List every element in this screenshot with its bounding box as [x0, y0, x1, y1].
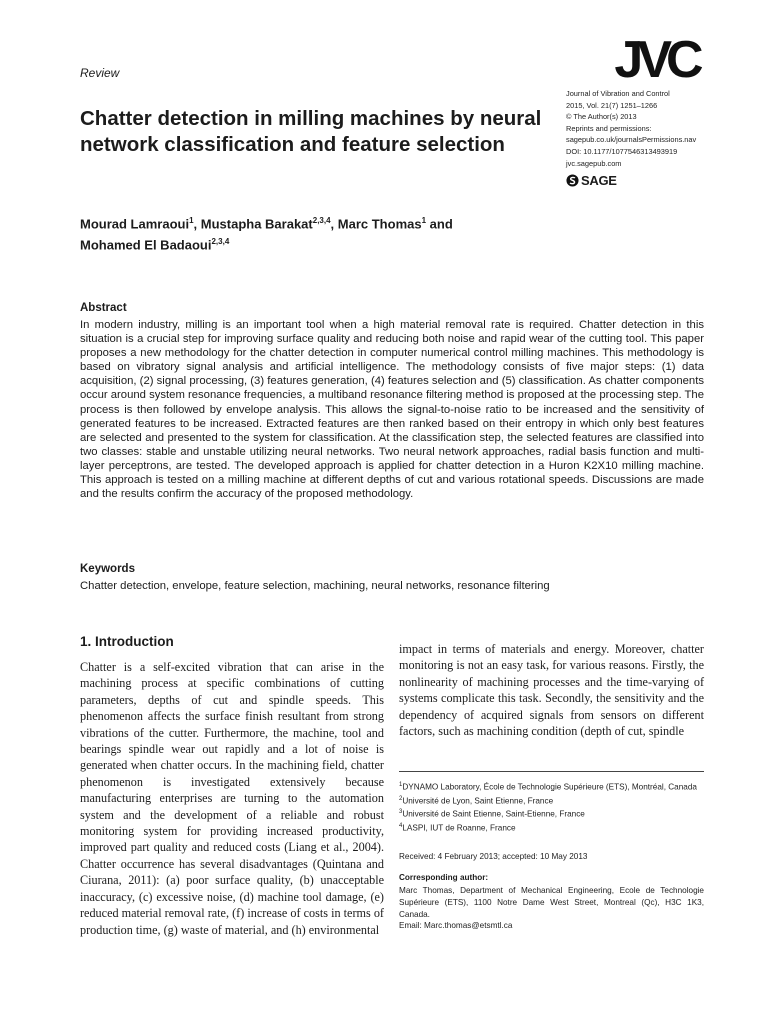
- author-affiliation-sup: 1: [421, 216, 427, 225]
- affiliation-number: 1: [399, 782, 403, 788]
- author-name: Mohamed El Badaoui: [80, 237, 212, 253]
- author-affiliation-sup: 2,3,4: [312, 216, 331, 225]
- journal-name: Journal of Vibration and Control: [566, 89, 670, 98]
- journal-permissions-url[interactable]: sagepub.co.uk/journalsPermissions.nav: [566, 135, 697, 145]
- affiliation-item: [399, 821, 704, 835]
- section-label: Review: [80, 66, 120, 80]
- corresponding-author-heading: Corresponding author:: [399, 873, 489, 882]
- affiliation-item: [399, 807, 704, 821]
- introduction-right-column: impact in terms of materials and energy. Moreover, chatter monitoring is not an easy task, for various reasons. Firstly, the nonlinearity of machining processes and the time-varying of systems complicate this task. Secondly, the sensitivity and the dependency of acquired signals from sensors on different factors, such as machining condition (depth of cut, spindle: [399, 642, 704, 739]
- affiliation-number: 4: [399, 822, 403, 829]
- affiliation-item: [399, 780, 704, 794]
- journal-logo-text: JVC: [614, 31, 698, 82]
- sage-logo: [566, 172, 617, 188]
- affiliation-item: [399, 794, 704, 808]
- author-affiliation-sup: 2,3,4: [211, 237, 230, 247]
- corresponding-author-email[interactable]: Email: Marc.thomas@etsmtl.ca: [399, 921, 513, 931]
- corresponding-author-block: [399, 885, 704, 932]
- sage-s-icon: [566, 174, 579, 187]
- keywords-heading: Keywords: [80, 563, 135, 575]
- introduction-heading: 1. Introduction: [80, 634, 174, 649]
- author-separator: ,: [193, 216, 201, 232]
- author-separator: ,: [330, 216, 338, 232]
- author-name: Mourad Lamraoui: [80, 216, 190, 232]
- abstract-heading: Abstract: [80, 302, 127, 314]
- author-name: Mustapha Barakat: [200, 216, 313, 232]
- affiliation-text: Université de Lyon, Saint Etienne, France: [402, 796, 554, 806]
- journal-volume: 2015, Vol. 21(7) 1251–1266: [566, 100, 658, 110]
- affiliations: [399, 780, 704, 834]
- journal-info: [566, 88, 746, 169]
- keywords-text: Chatter detection, envelope, feature selection, machining, neural networks, resonance filtering: [80, 580, 550, 592]
- author-affiliation-sup: 1: [189, 216, 194, 225]
- footnote-divider: [399, 771, 704, 772]
- corresponding-author-address: Marc Thomas, Department of Mechanical Engineering, Ecole de Technologie Supérieure (ETS), 1100 Notre Dame West Street, Montreal (Qc), H3C 1K3, Canada.: [399, 886, 704, 919]
- affiliation-number: 3: [399, 809, 403, 816]
- affiliation-text: Université de Saint Etienne, Saint-Etienne, France: [402, 809, 585, 819]
- sage-publisher-text: SAGE: [581, 172, 617, 188]
- journal-site[interactable]: jvc.sagepub.com: [566, 158, 622, 168]
- affiliation-number: 2: [399, 795, 403, 802]
- author-list: [80, 212, 550, 255]
- abstract-text: In modern industry, milling is an important tool when a high material removal rate is required. Chatter detection in this situation is a crucial step for improving surface quality and reducing both noise and rapid wear of the cutting tool. This paper proposes a new methodology for the chatter detection in computer numerical control milling machines. This methodology is based on vibratory signal analysis and artificial intelligence. The methodology consists of five major steps: (1) data acquisition, (2) signal processing, (3) features generation, (4) features selection and (5) classification. As chatter components occur around system resonance frequencies, a multiband resonance filtering method is proposed at the processing step. The process is then followed by envelope analysis. This allows the signal-to-noise ratio to be increased and the sensitivity of generated features to be increased. Extracted features are then ranked based on their entropy in which only best features are selected and presented to the system for classification. At the classification step, the selected features are classified into two classes: stable and unstable utilizing neural networks. Two neural network approaches, radial basis function and multi-layer perceptrons, are tested. The developed approach is applied for chatter detection in a Huron K2X10 milling machine. This approach is tested on a milling machine at different depths of cut and various rotational speeds. Discussions are made and the results confirm the accuracy of the proposed methodology.: [80, 319, 704, 501]
- journal-copyright: © The Author(s) 2013: [566, 112, 637, 122]
- introduction-left-column: Chatter is a self-excited vibration that can arise in the machining process at specific combinations of cutting parameters, depths of cut and spindle speeds. This phenomenon affects the surface finish resultant from strong vibrations of the cutter. Furthermore, the machine, tool and bearings spindle wear out rapidly and a lot of noise is generated when chatter occurs. In the machining field, chatter phenomenon is investigated extensively because manufacturing enterprises are turning to the automation system and the development of a reliable and robust monitoring system for providing increased productivity, improved part quality and reduced costs (Liang et al., 2004). Chatter occurrence has several disadvantages (Quintana and Ciurana, 2011): (a) poor surface quality, (b) unacceptable inaccuracy, (c) excessive noise, (d) machine tool damage, (e) reduced material removal rate, (f) increase of costs in terms of production time, (g) waste of material, and (h) environmental: [80, 660, 384, 937]
- journal-doi[interactable]: DOI: 10.1177/1077546313493919: [566, 146, 678, 156]
- journal-logo: [608, 30, 704, 82]
- affiliation-text: DYNAMO Laboratory, École de Technologie Supérieure (ETS), Montréal, Canada: [402, 782, 697, 792]
- affiliation-text: LASPI, IUT de Roanne, France: [402, 823, 516, 833]
- author-name: Marc Thomas: [337, 216, 422, 232]
- author-separator: and: [426, 216, 453, 232]
- journal-reprints: Reprints and permissions:: [566, 123, 652, 133]
- received-dates: Received: 4 February 2013; accepted: 10 May 2013: [399, 852, 588, 861]
- paper-title: Chatter detection in milling machines by neural network classification and feature selection: [80, 107, 542, 156]
